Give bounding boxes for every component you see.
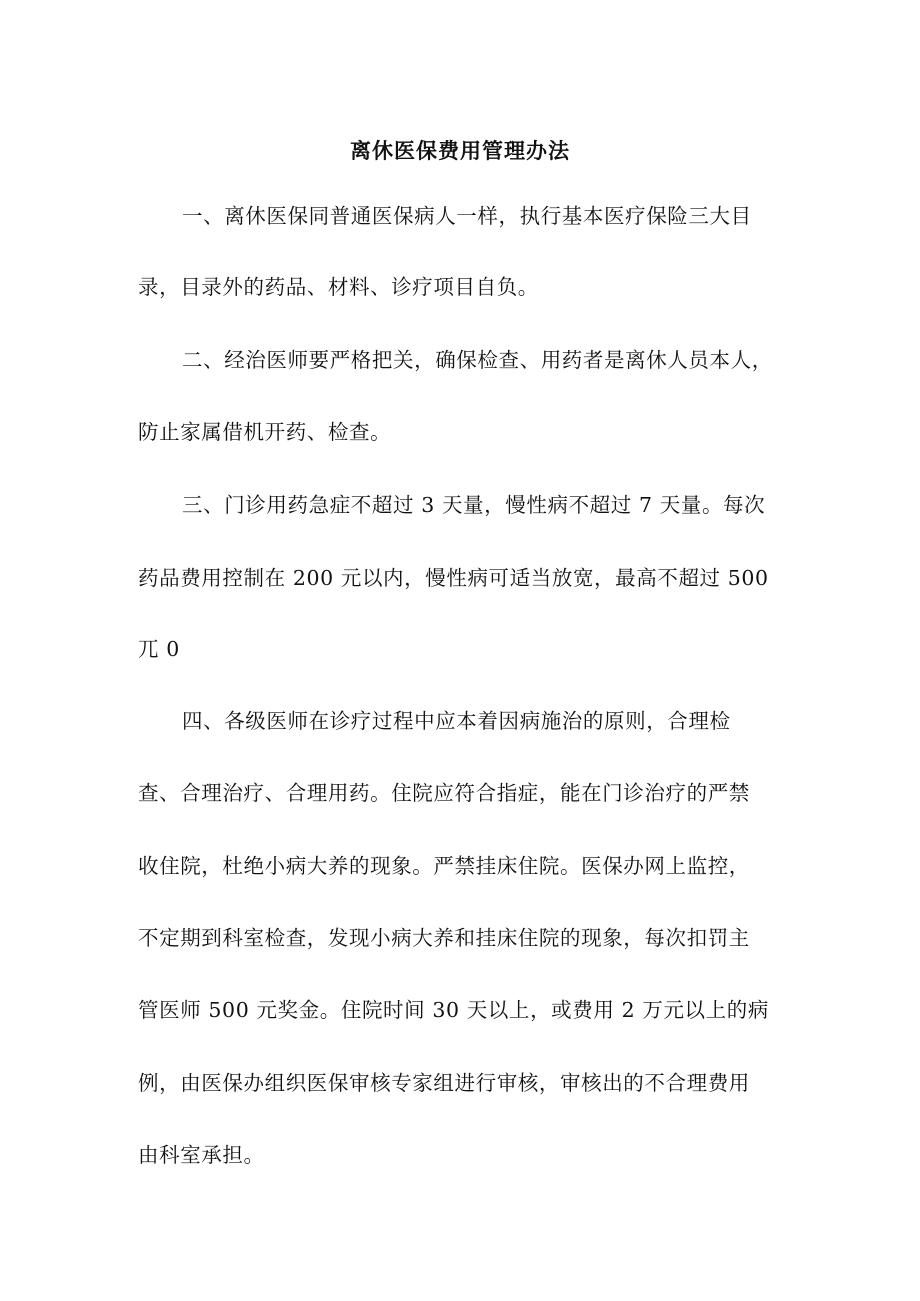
paragraph-2-line-2: 防止家属借机开药、检查。 (138, 420, 392, 444)
paragraph-3-line-2: 药品费用控制在 200 元以内，慢性病可适当放宽，最高不超过 500 (138, 566, 769, 590)
paragraph-4-line-7: 由科室承担。 (138, 1143, 265, 1167)
paragraph-4-line-2: 查、合理治疗、合理用药。住院应符合指症，能在门诊治疗的严禁 (138, 781, 750, 805)
paragraph-2-line-1: 二、经治医师要严格把关，确保检查、用药者是离休人员本人， (182, 348, 773, 372)
paragraph-4-line-5: 管医师 500 元奖金。住院时间 30 天以上，或费用 2 万元以上的病 (138, 998, 769, 1022)
paragraph-3-line-1: 三、门诊用药急症不超过 3 天量，慢性病不超过 7 天量。每次 (182, 493, 766, 517)
paragraph-4-line-6: 例，由医保办组织医保审核专家组进行审核，审核出的不合理费用 (138, 1071, 750, 1095)
paragraph-3-line-3: 兀 0 (138, 637, 180, 661)
paragraph-4-line-4: 不定期到科室检查，发现小病大养和挂床住院的现象，每次扣罚主 (138, 926, 750, 950)
paragraph-4-line-1: 四、各级医师在诊疗过程中应本着因病施治的原则，合理检 (182, 709, 731, 733)
paragraph-1-line-1: 一、离休医保同普通医保病人一样，执行基本医疗保险三大目 (182, 204, 752, 228)
paragraph-1-line-2: 录，目录外的药品、材料、诊疗项目自负。 (138, 275, 539, 299)
paragraph-4-line-3: 收住院，杜绝小病大养的现象。严禁挂床住院。医保办网上监控， (138, 854, 750, 878)
document-title: 离休医保费用管理办法 (350, 138, 570, 163)
